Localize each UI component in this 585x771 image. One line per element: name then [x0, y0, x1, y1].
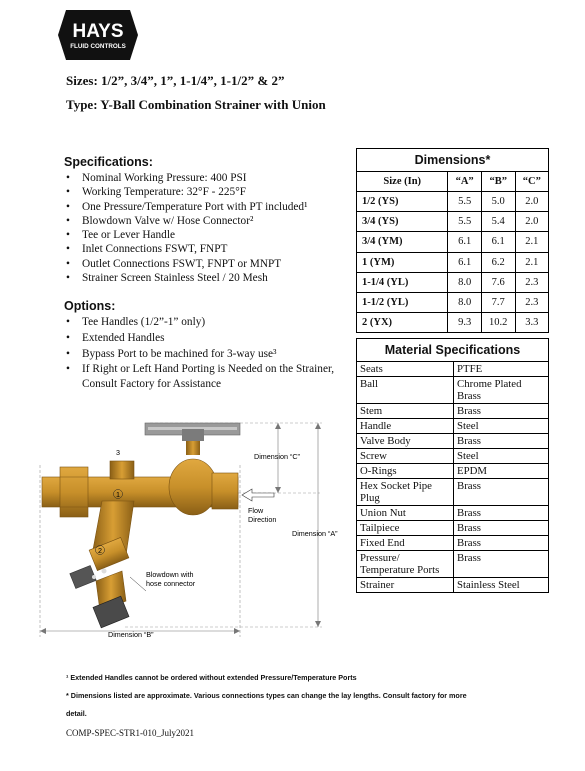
table-cell: Chrome Plated Brass	[454, 377, 549, 404]
flow-line-2: Direction	[248, 515, 277, 524]
strainer-illustration	[30, 405, 350, 645]
svg-text:HAYS: HAYS	[72, 21, 124, 42]
svg-text:FLUID CONTROLS: FLUID CONTROLS	[70, 43, 126, 50]
column-header: Size (In)	[357, 172, 448, 192]
table-cell: Fixed End	[357, 536, 454, 551]
table-cell: Brass	[454, 551, 549, 578]
table-row	[357, 536, 549, 551]
table-row	[357, 292, 549, 312]
table-cell: 1/2 (YS)	[357, 192, 448, 212]
table-cell: 7.7	[481, 292, 515, 312]
table-cell: Strainer	[357, 578, 454, 593]
column-header: “C”	[515, 172, 548, 192]
dimension-b-label: Dimension “B”	[108, 630, 154, 639]
specifications-title: Specifications:	[64, 155, 153, 169]
table-cell: Brass	[454, 434, 549, 449]
table-row	[357, 212, 549, 232]
spec-item: • Working Temperature: 32°F - 225°F	[66, 185, 351, 199]
table-cell: Screw	[357, 449, 454, 464]
column-header: “A”	[448, 172, 481, 192]
material-specifications-table	[356, 338, 549, 593]
spec-item: • Outlet Connections FSWT, FNPT or MNPT	[66, 257, 351, 271]
table-cell: 7.6	[481, 272, 515, 292]
specifications-list	[66, 171, 351, 285]
table-cell: 9.3	[448, 313, 481, 333]
table-cell: 5.5	[448, 212, 481, 232]
spec-item: • Nominal Working Pressure: 400 PSI	[66, 171, 351, 185]
spec-item: • Tee or Lever Handle	[66, 228, 351, 242]
table-cell: 6.1	[448, 232, 481, 252]
table-cell: 2.3	[515, 292, 548, 312]
table-cell: EPDM	[454, 464, 549, 479]
table-row	[357, 404, 549, 419]
table-cell: Steel	[454, 419, 549, 434]
blowdown-line-1: Blowdown with	[146, 570, 194, 579]
table-row	[357, 464, 549, 479]
table-cell: 5.5	[448, 192, 481, 212]
table-cell: 8.0	[448, 272, 481, 292]
table-row	[357, 232, 549, 252]
table-row	[357, 578, 549, 593]
spec-item: • One Pressure/Temperature Port with PT included¹	[66, 200, 351, 214]
column-header: “B”	[481, 172, 515, 192]
sizes-heading: Sizes: 1/2”, 3/4”, 1”, 1-1/4”, 1-1/2” & 2”	[66, 73, 285, 88]
table-row	[357, 449, 549, 464]
table-cell: Brass	[454, 506, 549, 521]
table-cell: Seats	[357, 362, 454, 377]
table-cell: 2 (YX)	[357, 313, 448, 333]
table-cell: Pressure/ Temperature Ports	[357, 551, 454, 578]
table-cell: Tailpiece	[357, 521, 454, 536]
table-cell: Ball	[357, 377, 454, 404]
table-cell: Stainless Steel	[454, 578, 549, 593]
table-cell: 1-1/4 (YL)	[357, 272, 448, 292]
table-row	[357, 521, 549, 536]
strainer-diagram	[30, 405, 350, 645]
table-cell: 3.3	[515, 313, 548, 333]
options-list	[66, 315, 351, 392]
material-title: Material Specifications	[357, 339, 549, 362]
table-cell: 6.1	[481, 232, 515, 252]
table-row	[357, 419, 549, 434]
table-cell: 5.4	[481, 212, 515, 232]
table-cell: Brass	[454, 521, 549, 536]
table-row	[357, 551, 549, 578]
table-cell: O-Rings	[357, 464, 454, 479]
table-row	[357, 434, 549, 449]
dimension-a-label: Dimension “A”	[292, 529, 338, 538]
table-cell: Brass	[454, 479, 549, 506]
hays-logo	[58, 10, 138, 60]
table-cell: PTFE	[454, 362, 549, 377]
table-row	[357, 272, 549, 292]
table-row	[357, 313, 549, 333]
table-cell: Handle	[357, 419, 454, 434]
type-heading: Type: Y-Ball Combination Strainer with Union	[66, 97, 326, 112]
port-label: 3	[116, 448, 120, 457]
table-cell: 2.1	[515, 252, 548, 272]
table-cell: 1 (YM)	[357, 252, 448, 272]
spec-item: • Inlet Connections FSWT, FNPT	[66, 242, 351, 256]
option-item: • Bypass Port to be machined for 3-way use³	[66, 347, 351, 361]
option-item: • If Right or Left Hand Porting is Needed on the Strainer, Consult Factory for Assistance	[66, 362, 351, 391]
dimension-c-label: Dimension “C”	[254, 452, 300, 461]
table-row	[357, 192, 549, 212]
table-cell: 2.1	[515, 232, 548, 252]
table-cell: 3/4 (YS)	[357, 212, 448, 232]
table-cell: Steel	[454, 449, 549, 464]
table-row	[357, 252, 549, 272]
table-cell: 8.0	[448, 292, 481, 312]
table-cell: Valve Body	[357, 434, 454, 449]
footnote-dimensions: * Dimensions listed are approximate. Various connections types can change the lay lengths. Consult factory for more	[66, 691, 467, 700]
table-row	[357, 377, 549, 404]
option-item: • Tee Handles (1/2”-1” only)	[66, 315, 351, 329]
table-cell: Stem	[357, 404, 454, 419]
dimensions-title: Dimensions*	[357, 149, 549, 172]
table-cell: Brass	[454, 536, 549, 551]
dimensions-table	[356, 148, 549, 333]
table-cell: 2.0	[515, 212, 548, 232]
table-row	[357, 362, 549, 377]
table-cell: 10.2	[481, 313, 515, 333]
blowdown-line-2: hose connector	[146, 579, 196, 588]
table-cell: 2.3	[515, 272, 548, 292]
table-cell: 1-1/2 (YL)	[357, 292, 448, 312]
spec-item: • Blowdown Valve w/ Hose Connector²	[66, 214, 351, 228]
flow-direction-label	[248, 506, 276, 524]
table-cell: 2.0	[515, 192, 548, 212]
table-cell: 6.1	[448, 252, 481, 272]
footnote-1: ¹ Extended Handles cannot be ordered without extended Pressure/Temperature Ports	[66, 673, 357, 682]
table-cell: Hex Socket Pipe Plug	[357, 479, 454, 506]
table-cell: 3/4 (YM)	[357, 232, 448, 252]
table-row	[357, 479, 549, 506]
document-id: COMP-SPEC-STR1-010_July2021	[66, 728, 195, 738]
port-label: 1	[116, 490, 120, 499]
table-cell: 5.0	[481, 192, 515, 212]
port-label: 2	[98, 546, 102, 555]
options-title: Options:	[64, 299, 116, 313]
table-cell: 6.2	[481, 252, 515, 272]
blowdown-label	[146, 570, 196, 588]
spec-item: • Strainer Screen Stainless Steel / 20 Mesh	[66, 271, 351, 285]
table-cell: Union Nut	[357, 506, 454, 521]
option-item: • Extended Handles	[66, 331, 351, 345]
table-cell: Brass	[454, 404, 549, 419]
footnote-dimensions-cont: detail.	[66, 709, 87, 718]
table-row	[357, 506, 549, 521]
flow-line-1: Flow	[248, 506, 264, 515]
